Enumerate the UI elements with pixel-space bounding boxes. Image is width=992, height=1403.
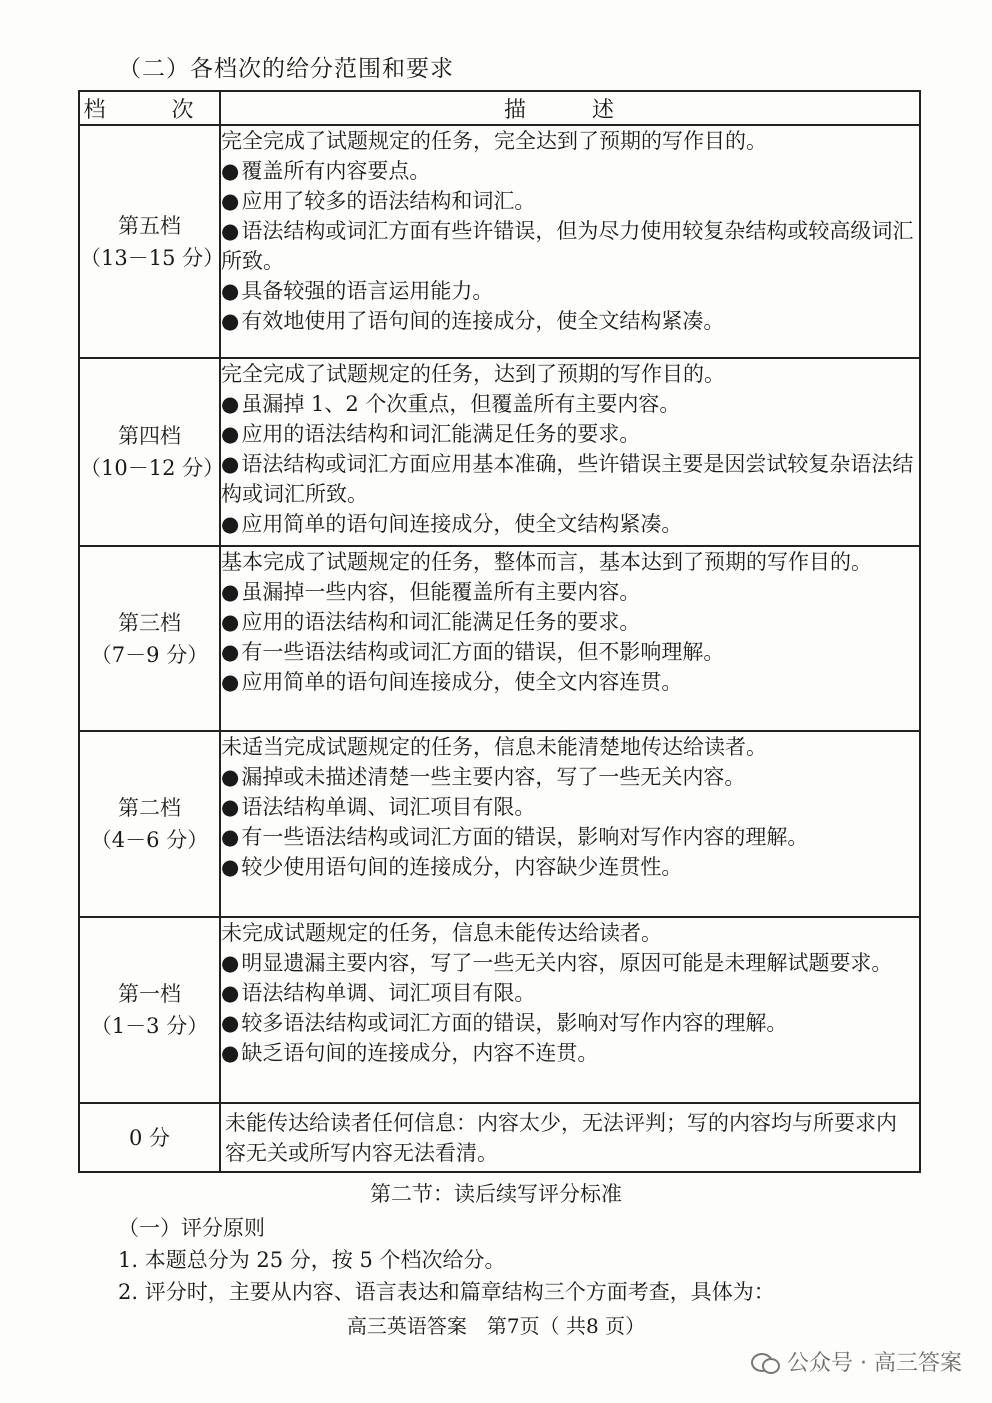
level-cell [79,731,220,917]
table-header-row [79,91,920,125]
bullet-line: ● 虽漏掉一些内容，但能覆盖所有主要内容。 [221,577,919,607]
description-cell [220,1103,920,1172]
level-name: 第三档 [118,610,181,635]
bullet-line: ● 语法结构单调、词汇项目有限。 [221,978,919,1008]
description-cell [220,125,920,358]
table-row [79,731,920,917]
watermark-text: 公众号 · 高三答案 [787,1351,962,1376]
bullet-line: ● 应用简单的语句间连接成分，使全文内容连贯。 [221,667,919,697]
table-row [79,1103,920,1172]
level-cell [79,917,220,1103]
table-row [79,125,920,358]
level-name: 0 分 [128,1125,171,1150]
table-row [79,358,920,546]
description-line: 未完成试题规定的任务，信息未能传达给读者。 [221,921,662,945]
principle-item: 1. 本题总分为 25 分，按 5 个档次给分。 [118,1248,506,1272]
bullet-line: ● 语法结构或词汇方面应用基本准确，些许错误主要是因尝试较复杂语法结构或词汇所致。 [221,449,919,509]
description-line: 未适当完成试题规定的任务，信息未能清楚地传达给读者。 [221,735,767,759]
bullet-line: ● 有一些语法结构或词汇方面的错误，影响对写作内容的理解。 [221,822,919,852]
description-line: 未能传达给读者任何信息：内容太少，无法评判；写的内容均与所要求内容无关或所写内容无法看清。 [225,1110,897,1165]
level-range: （4－6 分） [90,828,209,852]
description-line: 完全完成了试题规定的任务，达到了预期的写作目的。 [221,362,725,386]
bullet-line: ● 语法结构或词汇方面有些许错误，但为尽力使用较复杂结构或较高级词汇所致。 [221,216,919,276]
bullet-line: ● 应用的语法结构和词汇能满足任务的要求。 [221,419,919,449]
level-name: 第二档 [118,796,181,820]
description-line: 基本完成了试题规定的任务，整体而言，基本达到了预期的写作目的。 [221,550,872,574]
description-line: 完全完成了试题规定的任务，完全达到了预期的写作目的。 [221,129,767,153]
bullet-line: ● 明显遗漏主要内容，写了一些无关内容，原因可能是未理解试题要求。 [221,948,919,978]
description-cell [220,731,920,917]
bullet-line: ● 有效地使用了语句间的连接成分，使全文结构紧凑。 [221,306,919,336]
bullet-line: ● 具备较强的语言运用能力。 [221,276,919,306]
level-name: 第四档 [118,424,181,448]
level-name: 第一档 [118,982,181,1006]
bullet-line: ● 语法结构单调、词汇项目有限。 [221,792,919,822]
table-row [79,546,920,731]
header-level: 档 次 [79,91,220,125]
bullet-line: ● 较多语法结构或词汇方面的错误，影响对写作内容的理解。 [221,1008,919,1038]
bullet-line: ● 虽漏掉 1、2 个次重点，但覆盖所有主要内容。 [221,389,919,419]
watermark [751,1346,962,1377]
level-cell [79,125,225,358]
principle-item: 2. 评分时，主要从内容、语言表达和篇章结构三个方面考查，具体为： [118,1280,775,1304]
level-range: （10－12 分） [80,456,225,480]
description-cell [220,358,920,546]
section-title: （二）各档次的给分范围和要求 [118,56,454,82]
level-range: （13－15 分） [80,245,225,270]
description-cell [220,546,920,731]
level-name: 第五档 [118,213,181,238]
level-cell [79,358,225,546]
table-row [79,917,920,1103]
bullet-line: ● 有一些语法结构或词汇方面的错误，但不影响理解。 [221,637,919,667]
level-cell [79,546,220,731]
bullet-line: ● 漏掉或未描述清楚一些主要内容，写了一些无关内容。 [221,762,919,792]
bullet-line: ● 应用简单的语句间连接成分，使全文结构紧凑。 [221,509,919,539]
description-cell [220,917,920,1103]
level-cell [79,1103,220,1172]
grading-table [78,90,921,1173]
bullet-line: ● 覆盖所有内容要点。 [221,156,919,186]
bullet-line: ● 应用的语法结构和词汇能满足任务的要求。 [221,607,919,637]
level-range: （7－9 分） [90,642,209,667]
bullet-line: ● 缺乏语句间的连接成分，内容不连贯。 [221,1038,919,1068]
page-footer: 高三英语答案 第7页（ 共8 页） [346,1314,646,1338]
header-description: 描 述 [220,91,920,125]
bullet-line: ● 较少使用语句间的连接成分，内容缺少连贯性。 [221,852,919,882]
bullet-line: ● 应用了较多的语法结构和词汇。 [221,186,919,216]
level-range: （1－3 分） [90,1014,209,1038]
principles-title: （一）评分原则 [118,1216,265,1240]
wechat-icon [751,1351,779,1373]
subsection-title: 第二节：读后续写评分标准 [370,1182,622,1206]
